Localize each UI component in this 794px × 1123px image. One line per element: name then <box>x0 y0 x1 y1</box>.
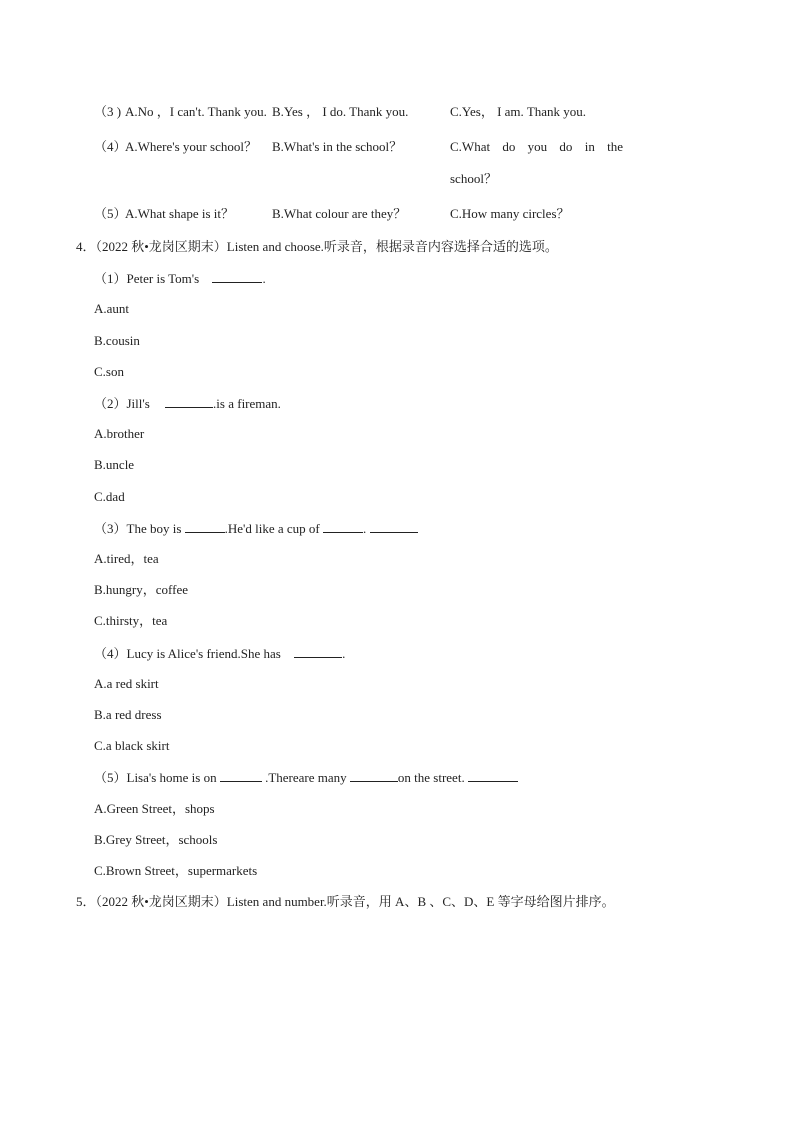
q3-item-5-option-b: B.What colour are they？ <box>272 206 407 221</box>
answer-blank[interactable] <box>323 520 363 533</box>
q3-item-5-option-a: A.What shape is it？ <box>125 206 235 221</box>
answer-blank[interactable] <box>370 520 418 533</box>
q4-item-2-option-c: C.dad <box>94 489 125 504</box>
q4-item-5-option-b: B.Grey Street，schools <box>94 832 218 847</box>
answer-blank[interactable] <box>350 769 398 782</box>
q3-item-4-option-b: B.What's in the school？ <box>272 139 403 154</box>
q4-item-4-option-c: C.a black skirt <box>94 738 170 753</box>
q4-item-3-option-b: B.hungry，coffee <box>94 582 188 597</box>
q4-item-1-option-b: B.cousin <box>94 333 140 348</box>
q4-item-5-option-a: A.Green Street，shops <box>94 801 215 816</box>
answer-blank[interactable] <box>212 270 262 283</box>
q3-item-4-option-c-cont: school？ <box>450 171 497 186</box>
q4-item-4-option-b: B.a red dress <box>94 707 162 722</box>
q4-item-2-stem: （2）Jill's .is a fireman. <box>94 396 281 411</box>
q4-item-2-option-a: A.brother <box>94 426 145 441</box>
q4-item-1-option-a: A.aunt <box>94 301 130 316</box>
q3-item-3-option-c: C.Yes， I am. Thank you. <box>450 104 587 119</box>
q5-title: 5．（2022 秋•龙岗区期末）Listen and number.听录音，用 A、B 、C、D、E 等字母给图片排序。 <box>76 894 615 909</box>
q3-item-5-option-c: C.How many circles？ <box>450 206 570 221</box>
q3-item-4-option-a: A.Where's your school？ <box>125 139 257 154</box>
q4-item-3-stem: （3）The boy is .He'd like a cup of . <box>94 520 418 537</box>
q4-item-2-option-b: B.uncle <box>94 457 135 472</box>
answer-blank[interactable] <box>185 520 225 533</box>
answer-blank[interactable] <box>468 769 518 782</box>
q3-item-3-number: （3 ) <box>94 104 122 119</box>
q3-item-4-number: （4） <box>94 139 127 154</box>
q4-item-5-stem: （5）Lisa's home is on .Thereare many on the street. <box>94 769 518 786</box>
answer-blank[interactable] <box>294 645 342 658</box>
q4-item-4-stem: （4）Lucy is Alice's friend.She has . <box>94 646 346 661</box>
q4-item-4-option-a: A.a red skirt <box>94 676 159 691</box>
q4-item-5-option-c: C.Brown Street，supermarkets <box>94 863 258 878</box>
answer-blank[interactable] <box>220 769 262 782</box>
q4-item-3-option-c: C.thirsty，tea <box>94 613 168 628</box>
q3-item-3-option-b: B.Yes ， I do. Thank you. <box>272 104 409 119</box>
q3-item-4-option-c: C.What do you do in the <box>450 139 623 154</box>
q3-item-5-number: （5） <box>94 206 127 221</box>
q4-item-1-option-c: C.son <box>94 364 124 379</box>
q4-title: 4．（2022 秋•龙岗区期末）Listen and choose.听录音，根据录音内容选择合适的选项。 <box>76 239 558 254</box>
q4-item-1-stem: （1）Peter is Tom's . <box>94 271 266 286</box>
q3-item-3-option-a: A.No ，I can't. Thank you. <box>125 104 267 119</box>
answer-blank[interactable] <box>165 395 213 408</box>
q4-item-3-option-a: A.tired，tea <box>94 551 159 566</box>
